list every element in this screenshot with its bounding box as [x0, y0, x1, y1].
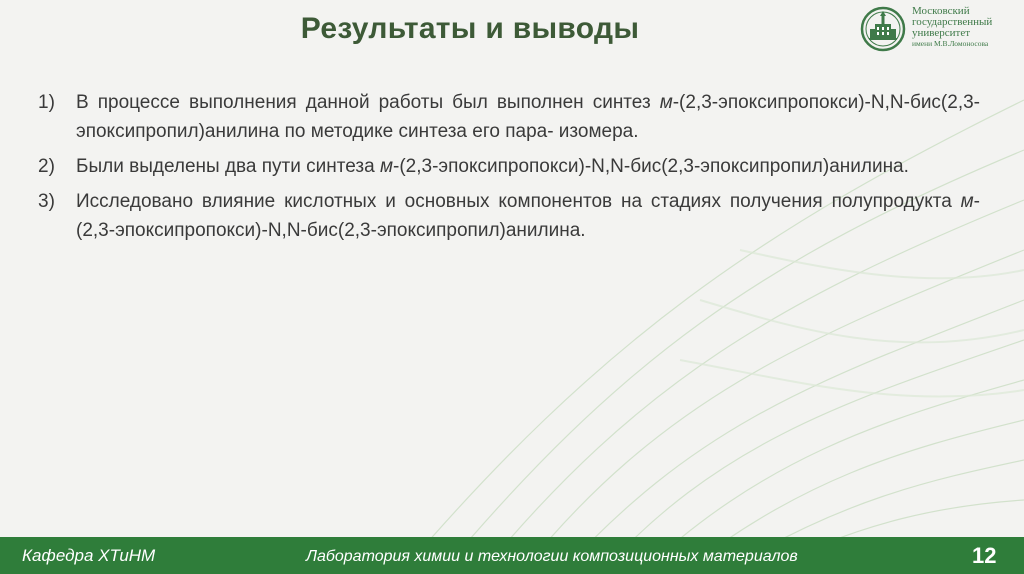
item-number: 2) — [38, 156, 55, 177]
footer-laboratory: Лаборатория химии и технологии композиционных материалов — [306, 548, 798, 565]
university-logo — [860, 6, 1010, 54]
item-number: 1) — [38, 92, 55, 113]
logo-line-2: государственный — [912, 16, 993, 28]
logo-line-1: Московский — [912, 5, 970, 17]
university-name — [912, 6, 992, 49]
footer-bar — [0, 537, 1024, 574]
list-item — [38, 152, 980, 181]
item-number: 3) — [38, 191, 55, 212]
footer-department: Кафедра ХТиНМ — [22, 546, 156, 565]
university-emblem-icon — [860, 6, 906, 52]
logo-line-4: имени М.В.Ломоносова — [912, 39, 989, 48]
list-item — [38, 187, 980, 245]
conclusions-list — [38, 88, 980, 251]
list-item — [38, 88, 980, 146]
page-number: 12 — [972, 543, 997, 568]
item-text: Были выделены два пути синтеза м-(2,3-эпоксипропокси)-N,N-бис(2,3-эпоксипропил)анилина. — [76, 156, 909, 177]
item-text: Исследовано влияние кислотных и основных компонентов на стадиях получения полупродукта м-(2,3-эпоксипропокси)-N,N-бис(2,3-эпоксипропил)анилина. — [76, 191, 980, 241]
item-text: В процессе выполнения данной работы был выполнен синтез м-(2,3-эпоксипропокси)-N,N-бис(2,3-эпоксипропил)анилина по методике синтеза его пара- изомера. — [76, 92, 980, 142]
slide-title: Результаты и выводы — [300, 12, 640, 45]
logo-line-3: университет — [912, 27, 971, 39]
